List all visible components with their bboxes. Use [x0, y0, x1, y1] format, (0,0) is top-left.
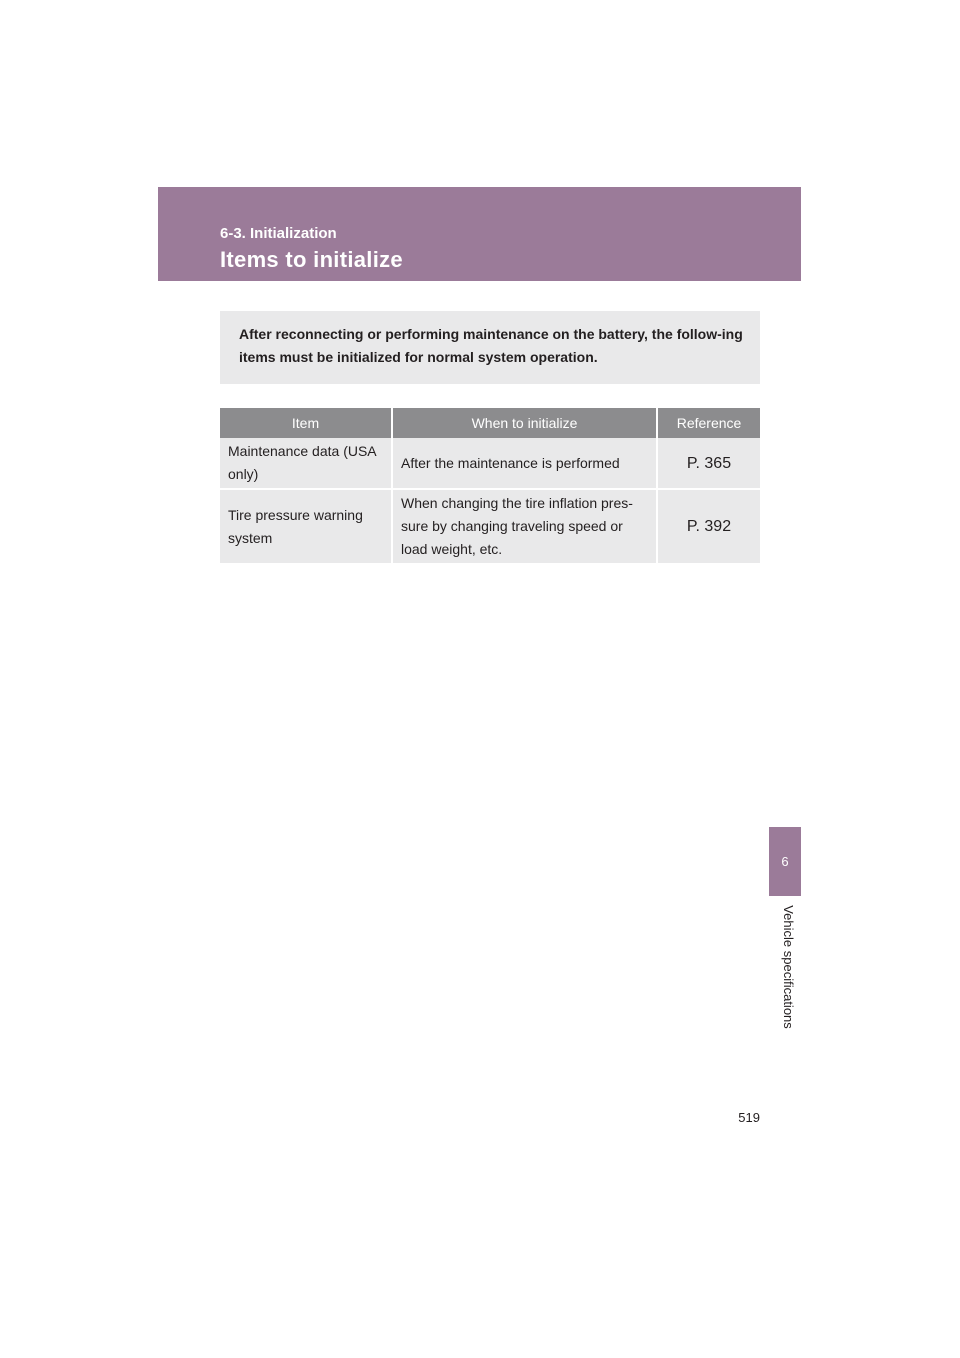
section-header [158, 187, 801, 281]
column-header-reference: Reference [657, 408, 760, 438]
chapter-label: Vehicle specifications [781, 905, 796, 1029]
cell-item: Maintenance data (USA only) [220, 438, 392, 489]
cell-reference: P. 392 [657, 489, 760, 564]
cell-when: After the maintenance is performed [392, 438, 657, 489]
cell-when: When changing the tire inflation pres-sure by changing traveling speed or load weight, etc. [392, 489, 657, 564]
table-row [220, 489, 760, 564]
chapter-number: 6 [781, 854, 789, 869]
cell-reference: P. 365 [657, 438, 760, 489]
intro-text: After reconnecting or performing maintenance on the battery, the follow-ing items must be initialized for normal system operation. [239, 326, 743, 365]
column-header-item: Item [220, 408, 392, 438]
page-title: Items to initialize [220, 247, 403, 272]
cell-item: Tire pressure warning system [220, 489, 392, 564]
table-header-row [220, 408, 760, 438]
section-label: 6-3. Initialization [220, 225, 337, 242]
page-number: 519 [738, 1110, 760, 1125]
column-header-when: When to initialize [392, 408, 657, 438]
chapter-tab [769, 827, 801, 896]
initialize-table [220, 408, 760, 565]
table-row [220, 438, 760, 489]
intro-box [220, 311, 760, 384]
